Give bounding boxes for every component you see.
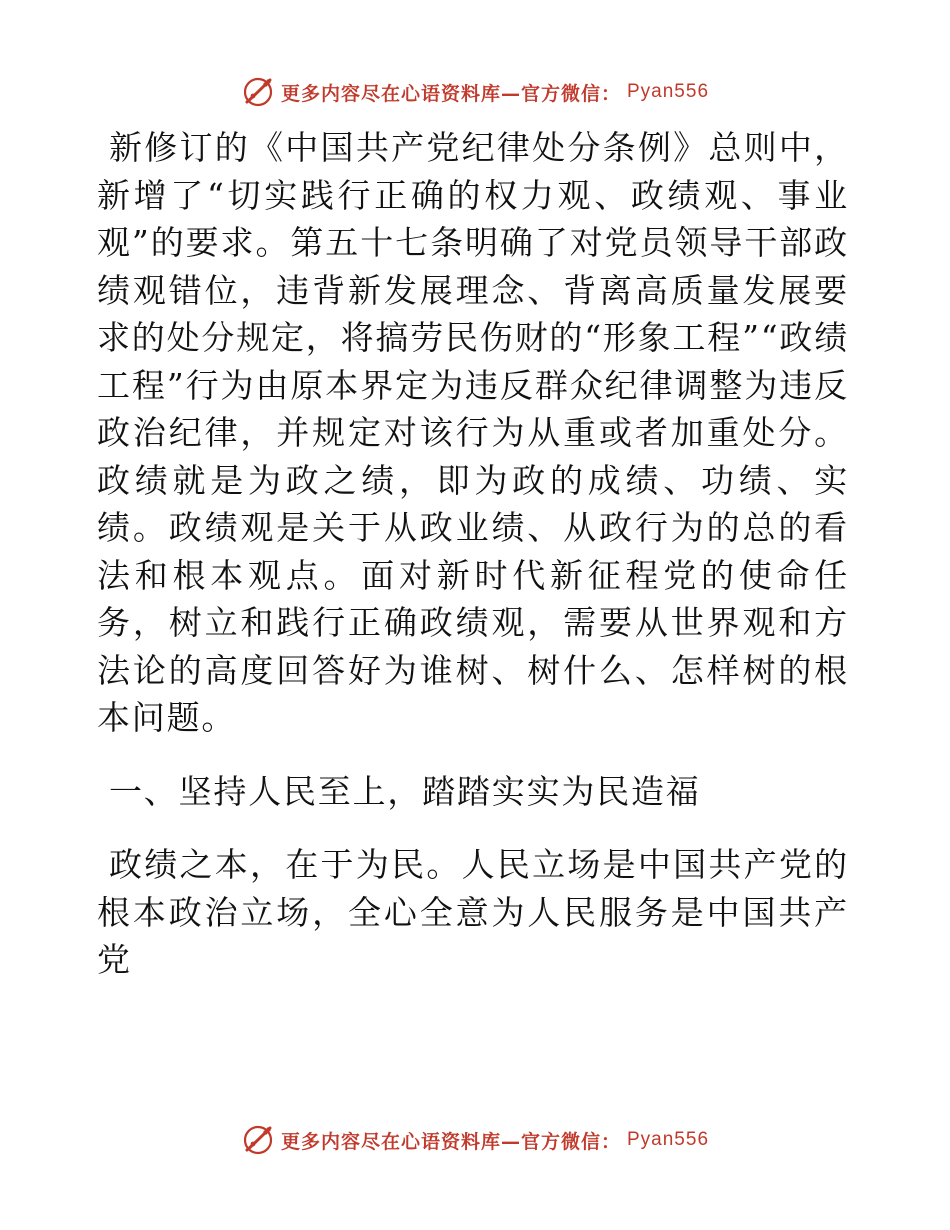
header-banner-account: Pyan556 xyxy=(627,81,710,102)
document-body xyxy=(97,124,849,984)
footer-banner-text: 更多内容尽在心语资料库—官方微信： xyxy=(280,1130,621,1153)
footer-banner-content xyxy=(241,1123,709,1157)
pen-circle-logo-icon xyxy=(241,1123,275,1157)
section-heading-1: 一、坚持人民至上，踏踏实实为民造福 xyxy=(109,771,701,811)
header-banner-content xyxy=(241,75,709,109)
header-banner xyxy=(0,72,950,112)
header-banner-text: 更多内容尽在心语资料库—官方微信： xyxy=(280,82,621,105)
footer-banner-account: Pyan556 xyxy=(627,1129,710,1150)
body-paragraph-1: 新修订的《中国共产党纪律处分条例》总则中，新增了“切实践行正确的权力观、政绩观、事业观”的要求。第五十七条明确了对党员领导干部政绩观错位，违背新发展理念、背离高质量发展要求的处分规定，将搞劳民伤财的“形象工程”“政绩工程”行为由原本界定为违反群众纪律调整为违反政治纪律，并规定对该行为从重或者加重处分。政绩就是为政之绩，即为政的成绩、功绩、实绩。政绩观是关于从政业绩、从政行为的总的看法和根本观点。面对新时代新征程党的使命任务，树立和践行正确政绩观，需要从世界观和方法论的高度回答好为谁树、树什么、怎样树的根本问题。 xyxy=(97,128,850,737)
body-paragraph-2: 政绩之本，在于为民。人民立场是中国共产党的根本政治立场，全心全意为人民服务是中国共产党 xyxy=(97,845,849,979)
footer-banner xyxy=(0,1120,950,1160)
pen-circle-logo-icon xyxy=(241,75,275,109)
